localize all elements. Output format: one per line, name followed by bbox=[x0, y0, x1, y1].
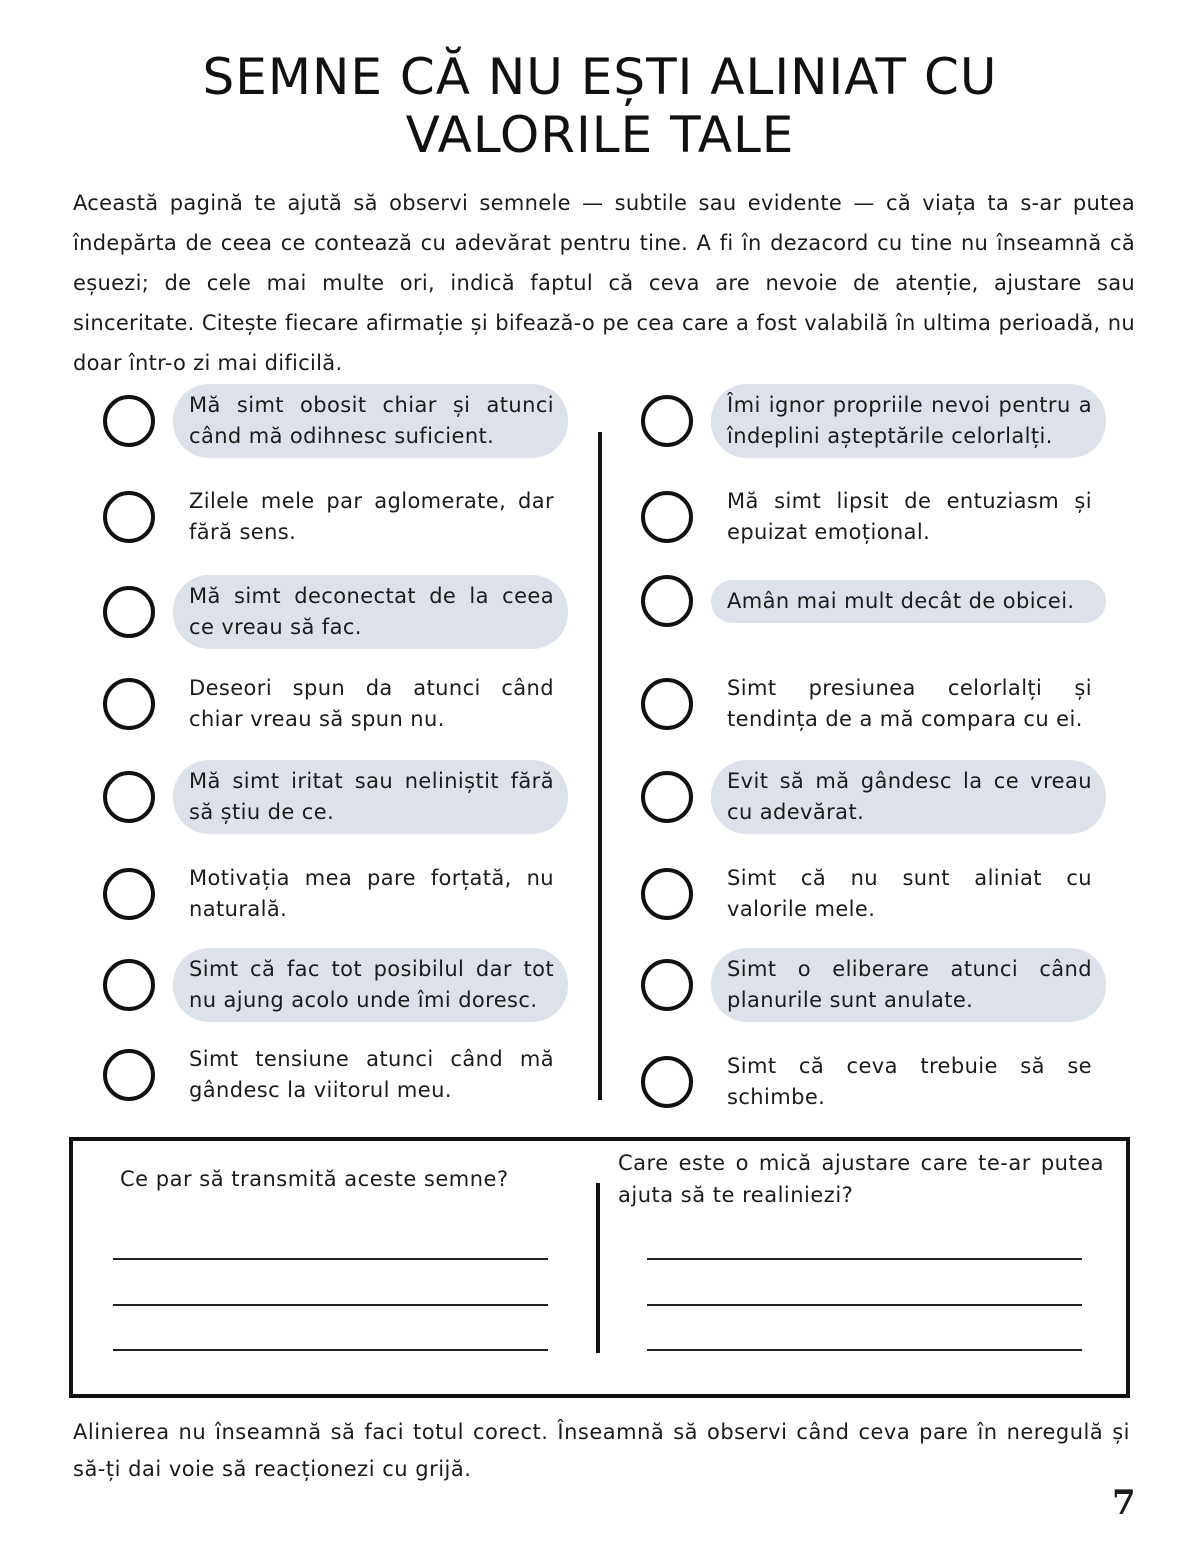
checklist-item-right-6 bbox=[641, 857, 1106, 931]
title-line-2: VALORILE TALE bbox=[405, 106, 795, 164]
statement-text: Deseori spun da atunci când chiar vreau să spun nu. bbox=[189, 676, 554, 731]
checklist-item-left-4 bbox=[103, 667, 568, 741]
answer-line-right-2[interactable] bbox=[647, 1304, 1082, 1306]
checkbox-circle[interactable] bbox=[103, 771, 155, 823]
checkbox-circle[interactable] bbox=[103, 395, 155, 447]
answer-line-left-3[interactable] bbox=[113, 1349, 548, 1351]
column-divider bbox=[598, 432, 602, 1100]
checklist-item-left-8 bbox=[103, 1038, 568, 1112]
statement-text: Mă simt iritat sau neliniștit fără să știu de ce. bbox=[173, 760, 568, 834]
answer-line-left-2[interactable] bbox=[113, 1304, 548, 1306]
checklist-item-left-7 bbox=[103, 948, 568, 1022]
checkbox-circle[interactable] bbox=[641, 959, 693, 1011]
checklist-item-left-3 bbox=[103, 575, 568, 649]
statement-text: Simt că fac tot posibilul dar tot nu ajung acolo unde îmi doresc. bbox=[173, 948, 568, 1022]
checkbox-circle[interactable] bbox=[641, 1056, 693, 1108]
closing-paragraph: Alinierea nu înseamnă să faci totul corect. Înseamnă să observi când ceva pare în neregulă și să-ți dai voie să reacționezi cu grijă. bbox=[73, 1420, 1130, 1481]
statement-text: Zilele mele par aglomerate, dar fără sens. bbox=[189, 489, 554, 544]
checklist-item-left-2 bbox=[103, 480, 568, 554]
statement-text: Simt o eliberare atunci când planurile sunt anulate. bbox=[711, 948, 1106, 1022]
checkbox-circle[interactable] bbox=[641, 868, 693, 920]
checkbox-circle[interactable] bbox=[103, 586, 155, 638]
answer-line-right-1[interactable] bbox=[647, 1258, 1082, 1260]
statement-text: Simt tensiune atunci când mă gândesc la viitorul meu. bbox=[189, 1047, 554, 1102]
checkbox-circle[interactable] bbox=[641, 395, 693, 447]
reflection-divider bbox=[596, 1183, 600, 1353]
checklist-item-right-4 bbox=[641, 667, 1106, 741]
checklist-item-left-6 bbox=[103, 857, 568, 931]
checkbox-circle[interactable] bbox=[641, 575, 693, 627]
statement-text: Simt că ceva trebuie să se schimbe. bbox=[727, 1054, 1092, 1109]
checklist-item-left-1 bbox=[103, 384, 568, 458]
checkbox-circle[interactable] bbox=[103, 678, 155, 730]
checkbox-circle[interactable] bbox=[103, 868, 155, 920]
checklist-item-right-2 bbox=[641, 480, 1106, 554]
reflection-prompt-left: Ce par să transmită aceste semne? bbox=[120, 1167, 509, 1191]
answer-line-left-1[interactable] bbox=[113, 1258, 548, 1260]
checklist-item-right-3 bbox=[641, 575, 1106, 627]
checklist-item-right-5 bbox=[641, 760, 1106, 834]
statement-text: Mă simt lipsit de entuziasm și epuizat emoțional. bbox=[727, 489, 1092, 544]
statement-text: Mă simt deconectat de la ceea ce vreau să fac. bbox=[173, 575, 568, 649]
reflection-prompt-right: Care este o mică ajustare care te-ar putea ajuta să te realiniezi? bbox=[618, 1151, 1104, 1207]
checklist-item-right-8 bbox=[641, 1045, 1106, 1119]
statement-text: Evit să mă gândesc la ce vreau cu adevărat. bbox=[711, 760, 1106, 834]
checkbox-circle[interactable] bbox=[641, 678, 693, 730]
statement-text: Îmi ignor propriile nevoi pentru a îndeplini așteptările celorlalți. bbox=[711, 384, 1106, 458]
statement-text: Simt că nu sunt aliniat cu valorile mele. bbox=[727, 866, 1092, 921]
statement-text: Motivația mea pare forțată, nu naturală. bbox=[189, 866, 554, 921]
checklist-item-right-1 bbox=[641, 384, 1106, 458]
intro-paragraph: Această pagină te ajută să observi semnele — subtile sau evidente — că viața ta s-ar putea îndepărta de ceea ce contează cu adevărat pentru tine. A fi în dezacord cu tine nu înseamnă că eșuezi; de cele mai multe ori, indică faptul că ceva are nevoie de atenție, ajustare sau sinceritate. Citește fiecare afirmație și bifează-o pe cea care a fost valabilă în ultima perioadă, nu doar într-o zi mai dificilă. bbox=[73, 191, 1135, 375]
checkbox-circle[interactable] bbox=[103, 1049, 155, 1101]
statement-text: Amân mai mult decât de obicei. bbox=[711, 580, 1106, 623]
page-number: 7 bbox=[1112, 1483, 1136, 1523]
checkbox-circle[interactable] bbox=[641, 771, 693, 823]
checkbox-circle[interactable] bbox=[103, 959, 155, 1011]
answer-line-right-3[interactable] bbox=[647, 1349, 1082, 1351]
statement-text: Mă simt obosit chiar și atunci când mă odihnesc suficient. bbox=[173, 384, 568, 458]
checklist-item-left-5 bbox=[103, 760, 568, 834]
page-title bbox=[0, 48, 1200, 164]
checkbox-circle[interactable] bbox=[103, 491, 155, 543]
title-line-1: SEMNE CĂ NU EȘTI ALINIAT CU bbox=[202, 48, 998, 106]
statement-text: Simt presiunea celorlalți și tendința de a mă compara cu ei. bbox=[727, 676, 1092, 731]
checklist-item-right-7 bbox=[641, 948, 1106, 1022]
checkbox-circle[interactable] bbox=[641, 491, 693, 543]
